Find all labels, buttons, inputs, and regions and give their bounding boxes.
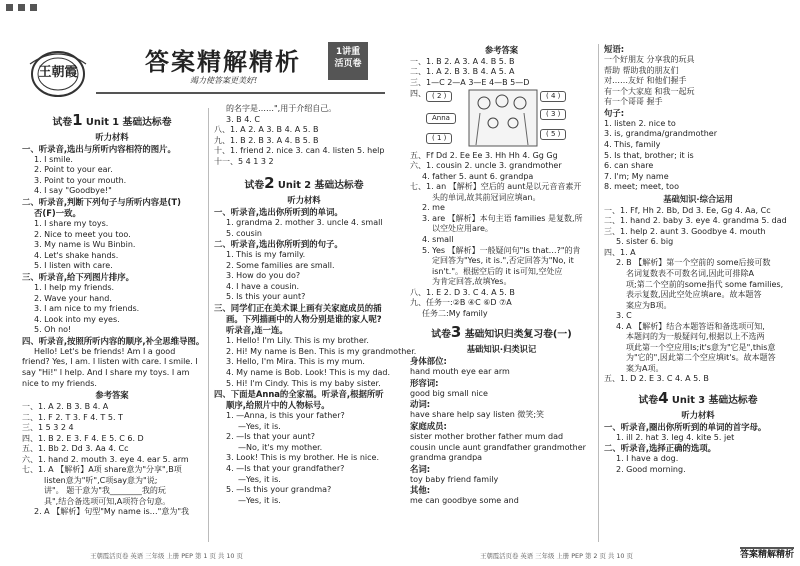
- answer-line: 3. B 4. C: [226, 114, 260, 124]
- column-2: [214, 104, 417, 506]
- answer-line: 为肯定回答,故填Yes。: [432, 277, 512, 287]
- list-item: 5. I listen with care.: [34, 261, 113, 271]
- answer-line: 案为A项。: [626, 363, 664, 373]
- label-box: ( 5 ): [540, 129, 566, 140]
- passage-line: friend? Yes, I am. I listen with care. I smile. I: [22, 357, 198, 367]
- list-item: 1. I have a dog.: [616, 454, 679, 464]
- list: [22, 155, 202, 197]
- sentence-line: 8. meet; meet, too: [604, 182, 679, 192]
- answer-line: 的名字是……",用于介绍自己。: [226, 104, 337, 113]
- answer-line: 四、1. B 2. E 3. F 4. E 5. C 6. D: [22, 433, 144, 443]
- column-1: [22, 108, 205, 518]
- answer-line: 5. sister 6. big: [616, 237, 674, 247]
- answer-line: 八、1. A 2. A 3. B 4. A 5. B: [214, 125, 319, 135]
- list-item: 3. Hello, I'm Mira. This is my mum.: [226, 357, 365, 367]
- list-item: 2. Wave your hand.: [34, 293, 112, 303]
- phrase-line: 有一个哥哥 握手: [604, 97, 663, 107]
- answer-line: 2. A 【解析】句型"My name is…"意为"我: [34, 507, 190, 517]
- vocab-words: sister mother brother father mum dad cousin uncle aunt grandfather grandmother grandma grandpa: [410, 432, 586, 463]
- badge-bottom: 活页卷: [334, 58, 362, 69]
- answer-line: 2. B 【解析】第一个空前的 some后接可数: [616, 258, 771, 268]
- section-label: 基础知识·归类识记: [466, 344, 537, 355]
- section-label: 参考答案: [484, 45, 519, 55]
- list-item: 4. Look into my eyes.: [34, 314, 120, 324]
- footer-right: 王朝霞活页卷 英语 三年级 上册 PEP 第 2 页 共 10 页: [480, 551, 633, 560]
- list-item: 1. I help my friends.: [34, 283, 115, 293]
- question-heading: 三、听录音,给下列图片排序。: [22, 271, 135, 282]
- vocab-words: me can goodbye some and: [410, 496, 519, 506]
- list-item: 4. —Is that your grandfather?: [226, 463, 345, 473]
- answer-line: 二、1. F 2. T 3. F 4. T 5. T: [22, 412, 123, 422]
- answer-line: 七、1. an 【解析】空后的 aunt是以元音音素开: [410, 182, 582, 192]
- answer-line: 七、1. A 【解析】A项 share意为"分享",B项: [22, 465, 182, 475]
- section-label: 听力材料: [95, 131, 129, 142]
- vocab-label: 身体部位:: [410, 356, 447, 367]
- answer-line: 一、1. B 2. A 3. A 4. B 5. B: [410, 56, 515, 66]
- answer-line: 3. are 【解析】本句主语 families 是复数,所: [422, 213, 583, 223]
- answer-line: 为"它的",因此第二个空应填it's。故本题答: [626, 353, 776, 363]
- list-item: 2. Hi! My name is Ben. This is my grandmother.: [226, 346, 417, 356]
- name-box: Anna: [426, 113, 456, 124]
- list-item: 5. Oh no!: [34, 325, 72, 335]
- list-item: 1. Hello! I'm Lily. This is my brother.: [226, 336, 369, 346]
- answer-line: 九、1. B 2. B 3. A 4. B 5. B: [214, 135, 319, 145]
- answer-line: 本题问的为一般疑问句,根据以上不选两: [626, 332, 765, 342]
- family-picture-icon: [468, 89, 538, 147]
- answer-line: 任务二:My family: [422, 308, 488, 318]
- question-heading-cont: 顺序,给照片中的人物标号。: [226, 400, 330, 411]
- label-box: ( 1 ): [426, 133, 452, 144]
- section-label: 听力材料: [287, 195, 321, 206]
- phrase-line: 帮助 帮助我的朋友们: [604, 65, 679, 75]
- answer-line: 六、1. hand 2. mouth 3. eye 4. ear 5. arm: [22, 454, 189, 464]
- answer-line: 五、Ff Dd 2. Ee Ee 3. Hh Hh 4. Gg Gg: [410, 150, 558, 160]
- slogan: 竭力使答案更美好!: [190, 76, 258, 85]
- list-item: —Yes, it is.: [238, 474, 281, 484]
- question-heading-cont: 听录音,连一连。: [226, 325, 288, 336]
- answer-line: 项;第二个空前的some指代 some families,: [626, 279, 784, 289]
- list-item: 1. I share my toys.: [34, 219, 109, 229]
- list-item: 1. grandma 2. mother 3. uncle 4. small: [226, 218, 383, 228]
- question-heading-cont: 否(F)一致。: [34, 208, 81, 219]
- answer-line: 名词复数表不可数名词,因此可排除A: [626, 268, 755, 278]
- header: [20, 40, 385, 106]
- list: [214, 218, 394, 239]
- answer-line: 头的单词,故其前冠词应填an。: [432, 192, 541, 202]
- sentence-line: 3. is, grandma/grandmother: [604, 129, 717, 139]
- page-title: 答案精解精析: [145, 47, 301, 76]
- passage-line: say "Hi!" I help. And I share my toys. I am: [22, 367, 190, 377]
- list-item: 2. Good morning.: [616, 465, 686, 474]
- phrase-line: 一个好朋友 分享我的玩具: [604, 55, 695, 65]
- list-item: 3. Look! This is my brother. He is nice.: [226, 453, 379, 463]
- answer-line: 三、1 5 3 2 4: [22, 423, 74, 433]
- answer-line: 一、1. Ff, Hh 2. Bb, Dd 3. Ee, Gg 4. Aa, Cc: [604, 205, 771, 215]
- sentence-line: 5. Is that, brother; it is: [604, 150, 694, 160]
- family-photo-figure: [410, 89, 593, 151]
- footer-corner: 答案精解精析: [740, 547, 794, 562]
- answer-line: 四、1. A: [604, 247, 636, 257]
- vocab-words: hand mouth eye ear arm: [410, 367, 510, 377]
- list-item: 4. My name is Bob. Look! This is my dad.: [226, 367, 391, 377]
- sentence-line: 4. This, family: [604, 140, 661, 150]
- vocab-label: 动词:: [410, 399, 431, 410]
- phrase-line: 有一个大家庭 和我一起玩: [604, 86, 695, 96]
- list-item: 1. I smile.: [34, 154, 73, 164]
- passage-line: Hello! Let's be friends! Am I a good: [34, 346, 176, 356]
- badge: [328, 42, 368, 80]
- list-item: 3. How do you do?: [226, 271, 301, 281]
- column-3: [410, 44, 593, 507]
- answer-line: 二、1. A 2. B 3. B 4. A 5. A: [410, 67, 515, 77]
- list-item: 4. I say "Goodbye!": [34, 186, 112, 196]
- footer-left: 王朝霞活页卷 英语 三年级 上册 PEP 第 1 页 共 10 页: [90, 551, 243, 560]
- paper3-title: 试卷3 基础知识归类复习卷(一): [431, 323, 572, 342]
- answer-line: isn't."。根据空后的 it is可知,空处应: [432, 266, 563, 276]
- paper2-title: 试卷2 Unit 2 基础达标卷: [244, 174, 364, 193]
- list-item: 4. I have a cousin.: [226, 281, 300, 291]
- sentence-line: 7. I'm; My name: [604, 171, 669, 181]
- answer-line: 3. C: [616, 311, 632, 321]
- vocab-label: 其他:: [410, 485, 431, 496]
- question-heading: 四、下面是Anna的全家福。听录音,根据所听: [214, 389, 384, 400]
- list-item: 1. This is my family.: [226, 250, 306, 260]
- question-heading: 一、听录音,选出你所听到的单词。: [214, 207, 343, 218]
- badge-top: 1讲重: [335, 47, 361, 57]
- answer-line: 定回答为"Yes, it is.",否定回答为"No, it: [432, 256, 574, 266]
- list-item: 3. My name is Wu Binbin.: [34, 240, 136, 250]
- column-divider: [208, 108, 209, 542]
- list-item: 2. —Is that your aunt?: [226, 432, 315, 442]
- list-item: —Yes, it is.: [238, 495, 281, 505]
- list-item: 3. Point to your mouth.: [34, 175, 127, 185]
- question-heading: 一、听录音,选出与所听内容相符的图片。: [22, 143, 176, 154]
- answer-line: 二、1. hand 2. baby 3. eye 4. grandma 5. dad: [604, 216, 787, 226]
- answer-line: 三、1. help 2. aunt 3. Goodbye 4. mouth: [604, 226, 766, 236]
- question-heading: 四、听录音,按照所听内容的顺序,补全思维导图。: [22, 335, 205, 346]
- answer-line: 5. Yes 【解析】一般疑问句"Is that…?"的肯: [422, 245, 581, 255]
- label-box: ( 2 ): [426, 91, 452, 102]
- answer-line: 十一、5 4 1 3 2: [214, 156, 274, 166]
- list-item: 1. —Anna, is this your father?: [226, 411, 345, 421]
- list-item: 2. Some families are small.: [226, 260, 335, 270]
- column-divider: [598, 44, 599, 542]
- logo: [24, 44, 92, 102]
- section-label: 基础知识·综合运用: [663, 193, 733, 204]
- list-item: 1. ill 2. hat 3. leg 4. kite 5. jet: [616, 432, 735, 442]
- question-heading: 二、听录音,选择正确的选项。: [604, 443, 717, 454]
- list-item: 2. Nice to meet you too.: [34, 229, 131, 239]
- list-item: 3. I am nice to my friends.: [34, 304, 140, 314]
- list-item: 2. Point to your ear.: [34, 165, 113, 175]
- paper1-title: 试卷1 Unit 1 基础达标卷: [52, 111, 172, 129]
- answer-line: 三、1—C 2—A 3—E 4—B 5—D: [410, 78, 530, 88]
- list: [22, 219, 202, 272]
- list: [214, 411, 394, 506]
- list-item: —Yes, it is.: [238, 421, 281, 431]
- answer-line: 讲"。 题干意为"我________我的玩: [44, 486, 166, 496]
- answer-line: 八、1. E 2. D 3. C 4. A 5. B: [410, 287, 515, 297]
- answer-line: 案应为B项。: [626, 300, 672, 310]
- list: [214, 336, 417, 389]
- answer-line: 4. A 【解析】结合本题答语和备选项可知,: [616, 321, 765, 331]
- question-heading: 二、听录音,判断下列句子与所听内容是(T): [22, 197, 181, 208]
- list-item: 5. Hi! I'm Cindy. This is my baby sister.: [226, 378, 381, 388]
- question-heading: 三、同学们正在美术课上画有关家庭成员的插: [214, 303, 382, 314]
- corner-marks: [6, 4, 42, 15]
- list-item: —No, it's my mother.: [238, 442, 323, 452]
- list-item: 5. cousin: [226, 228, 262, 238]
- answer-line: 以空处应用are。: [432, 224, 493, 234]
- passage-line: nice to my friends.: [22, 378, 97, 388]
- section-label: 听力材料: [681, 409, 715, 420]
- answer-line: 2. me: [422, 203, 445, 213]
- list-item: 4. Let's shake hands.: [34, 250, 119, 260]
- question-heading: 一、听录音,圈出你所听到的单词的首字母。: [604, 421, 767, 432]
- list: [214, 250, 394, 303]
- answer-line: 一、1. A 2. B 3. B 4. A: [22, 401, 109, 411]
- phrase-line: 对……友好 和他们握手: [604, 76, 687, 86]
- answer-line: 六、1. cousin 2. uncle 3. grandmother: [410, 161, 562, 171]
- question-label: 四、: [410, 88, 426, 98]
- sentences-label: 句子:: [604, 107, 625, 118]
- vocab-label: 形容词:: [410, 377, 439, 388]
- vocab-label: 家庭成员:: [410, 420, 447, 431]
- list: [22, 283, 202, 336]
- label-box: ( 4 ): [540, 91, 566, 102]
- column-4: [604, 44, 792, 476]
- vocab-words: have share help say listen 微笑;笑: [410, 410, 545, 420]
- answer-line: 4. father 5. aunt 6. grandpa: [422, 171, 534, 181]
- answer-line: 具",结合备选项可知,A项符合句意。: [44, 496, 171, 506]
- answer-line: 十、1. friend 2. nice 3. can 4. listen 5. help: [214, 146, 385, 156]
- answer-line: 五、1. D 2. E 3. C 4. A 5. B: [604, 374, 709, 384]
- section-label: 参考答案: [95, 390, 129, 401]
- answer-line: 4. small: [422, 234, 454, 244]
- label-box: ( 3 ): [540, 109, 566, 120]
- list-item: 5. Is this your aunt?: [226, 292, 306, 302]
- vocab-words: toy baby friend family: [410, 474, 499, 484]
- answer-line: 表示复数,因此空处应填are。故本题答: [626, 290, 762, 300]
- answer-line: 九、任务一:②B ④C ⑥D ⑦A: [410, 298, 512, 308]
- header-rule: [96, 92, 385, 94]
- question-heading: 二、听录音,选出你所听到的句子。: [214, 239, 343, 250]
- vocab-words: good big small nice: [410, 388, 488, 398]
- vocab-list: [410, 356, 593, 507]
- paper4-title: 试卷4 Unit 3 基础达标卷: [638, 388, 758, 407]
- vocab-label: 名词:: [410, 463, 431, 474]
- logo-text: 王朝霞: [38, 65, 78, 80]
- answer-line: 五、1. Bb 2. Dd 3. Aa 4. Cc: [22, 444, 129, 454]
- list-item: 5. —Is this your grandma?: [226, 485, 332, 495]
- answer-line: listen意为"听",C项say意为"说;: [44, 475, 158, 485]
- answer-line: 项此第一个空应用Is;it's意为"它是",this意: [626, 342, 776, 352]
- question-heading-cont: 画。下列描画中的人物分别是谁的家人呢?: [226, 314, 382, 325]
- phrases-label: 短语:: [604, 44, 625, 54]
- sentence-line: 1. listen 2. nice to: [604, 118, 676, 128]
- sentence-line: 6. can share: [604, 161, 654, 171]
